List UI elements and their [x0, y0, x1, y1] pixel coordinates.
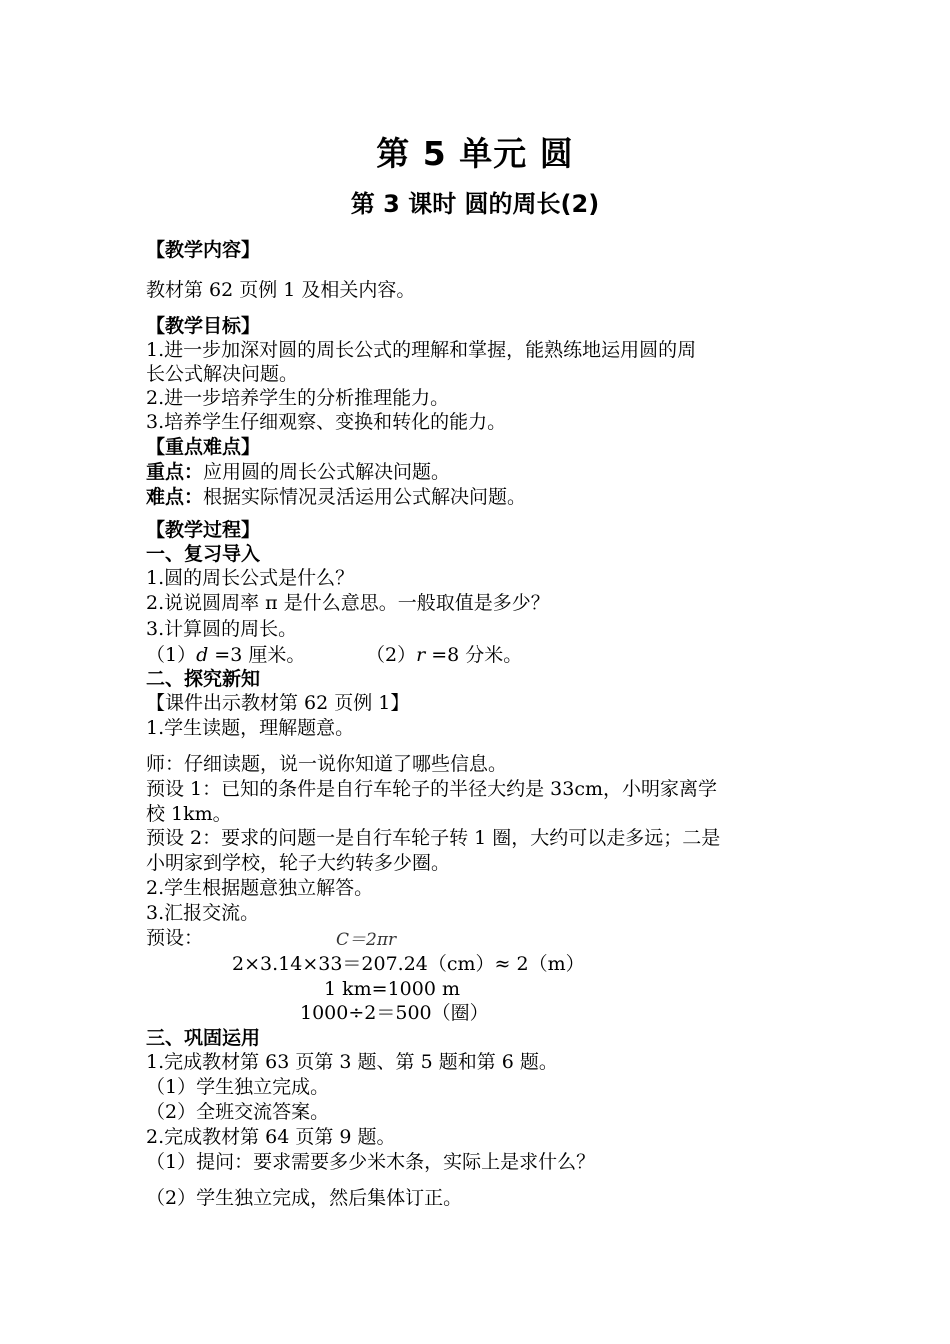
exercise-1-value: =3 厘米。 [208, 644, 306, 666]
part-3-heading: 三、巩固运用 [146, 1027, 261, 1049]
key-point-label: 重点： [146, 461, 204, 483]
key-point-text: 应用圆的周长公式解决问题。 [203, 461, 451, 483]
preset-1-line-1: 预设 1：已知的条件是自行车轮子的半径大约是 33cm，小明家离学 [146, 778, 718, 800]
exercise-2-number: （2） [366, 644, 417, 666]
practice-2-a: （1）提问：要求需要多少米木条，实际上是求什么？ [146, 1151, 596, 1173]
calculation-2: 1 km=1000 m [324, 978, 460, 1000]
calculation-1: 2×3.14×33＝207.24（cm）≈ 2（m） [232, 953, 585, 975]
practice-2-b: （2）学生独立完成，然后集体订正。 [146, 1187, 463, 1209]
lesson-title: 第 3 课时 圆的周长(2) [350, 190, 600, 218]
practice-1: 1.完成教材第 63 页第 3 题、第 5 题和第 6 题。 [146, 1051, 558, 1073]
calculation-3: 1000÷2＝500（圈） [300, 1002, 489, 1024]
heading-teaching-process: 【教学过程】 [146, 519, 261, 541]
part-2-heading: 二、探究新知 [146, 668, 261, 690]
heading-teaching-goals: 【教学目标】 [146, 315, 261, 337]
exercise-2-value: =8 分米。 [425, 644, 523, 666]
heading-teaching-content: 【教学内容】 [146, 239, 261, 261]
review-question-3: 3.计算圆的周长。 [146, 618, 298, 640]
courseware-note: 【课件出示教材第 62 页例 1】 [146, 692, 410, 714]
goal-1-line-2: 长公式解决问题。 [146, 363, 299, 385]
practice-1-a: （1）学生独立完成。 [146, 1076, 330, 1098]
practice-2: 2.完成教材第 64 页第 9 题。 [146, 1126, 396, 1148]
key-point [146, 460, 450, 484]
goal-1-line-1: 1.进一步加深对圆的周长公式的理解和掌握，能熟练地运用圆的周 [146, 339, 697, 361]
exercise-2 [366, 643, 522, 667]
goal-3: 3.培养学生仔细观察、变换和转化的能力。 [146, 411, 507, 433]
difficulty-label: 难点： [146, 486, 204, 508]
exercise-1 [146, 643, 305, 667]
review-question-2: 2.说说圆周率 π 是什么意思。一般取值是多少？ [146, 592, 550, 614]
difficulty [146, 485, 526, 509]
teaching-content-text: 教材第 62 页例 1 及相关内容。 [146, 279, 416, 301]
step-2: 2.学生根据题意独立解答。 [146, 877, 374, 899]
exercise-1-number: （1） [146, 644, 197, 666]
review-question-1: 1.圆的周长公式是什么？ [146, 567, 355, 589]
practice-1-b: （2）全班交流答案。 [146, 1101, 330, 1123]
variable-d: d [196, 644, 209, 666]
teacher-prompt: 师：仔细读题，说一说你知道了哪些信息。 [146, 753, 508, 775]
preset-label: 预设： [146, 927, 204, 949]
goal-2: 2.进一步培养学生的分析推理能力。 [146, 387, 450, 409]
step-3: 3.汇报交流。 [146, 902, 260, 924]
step-1: 1.学生读题，理解题意。 [146, 717, 355, 739]
heading-key-points: 【重点难点】 [146, 436, 261, 458]
unit-title: 第 5 单元 圆 [376, 134, 574, 173]
variable-r: r [416, 644, 426, 666]
preset-2-line-2: 小明家到学校，轮子大约转多少圈。 [146, 852, 451, 874]
circumference-formula: C＝2πr [336, 930, 397, 950]
difficulty-text: 根据实际情况灵活运用公式解决问题。 [203, 486, 527, 508]
preset-2-line-1: 预设 2：要求的问题一是自行车轮子转 1 圈，大约可以走多远；二是 [146, 827, 721, 849]
part-1-heading: 一、复习导入 [146, 543, 261, 565]
preset-1-line-2: 校 1km。 [146, 803, 232, 825]
